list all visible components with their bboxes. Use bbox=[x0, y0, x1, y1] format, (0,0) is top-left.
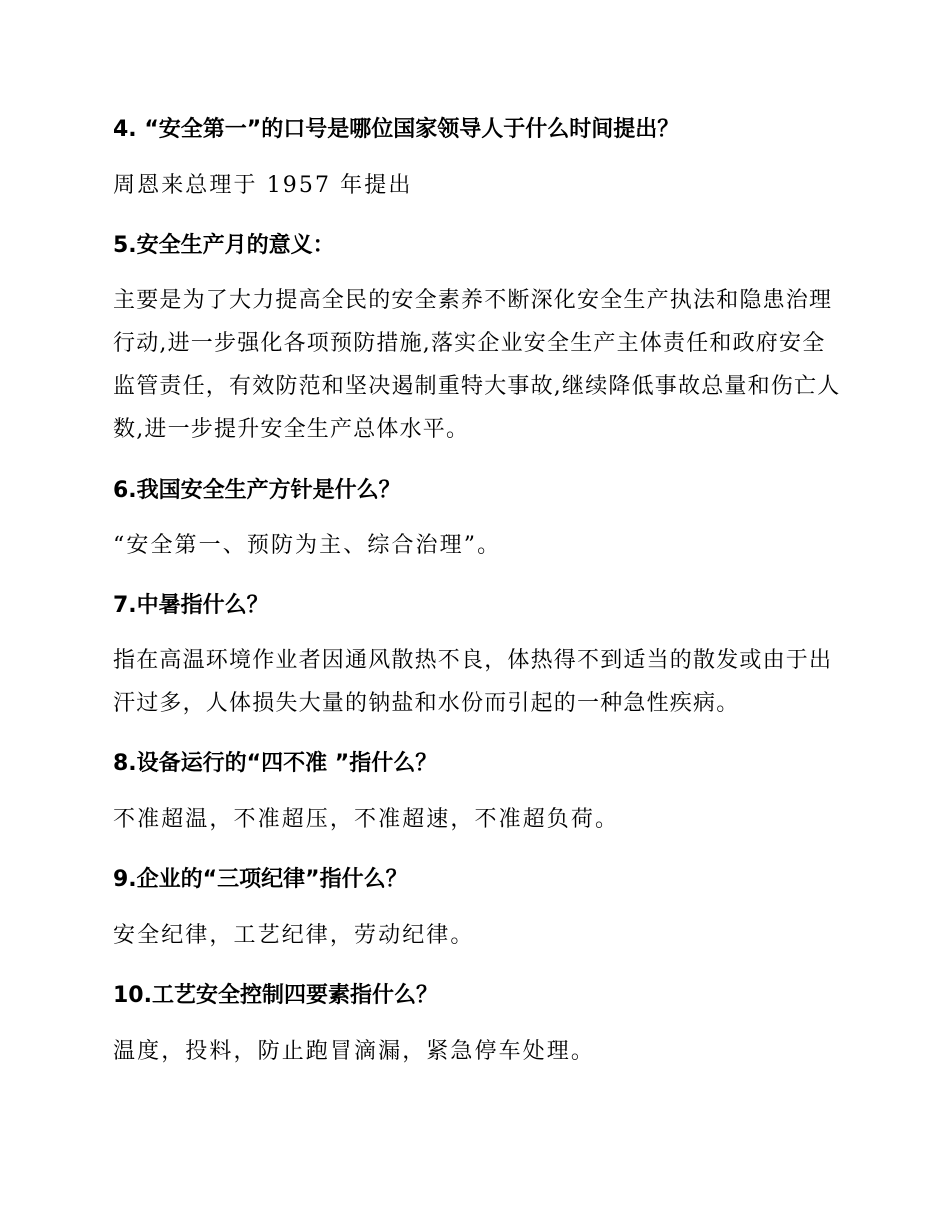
answer-8: 不准超温，不准超压，不准超速，不准超负荷。 bbox=[113, 807, 620, 832]
question-6: 6.我国安全生产方针是什么？ bbox=[113, 478, 401, 503]
answer-4: 周恩来总理于 1957 年提出 bbox=[113, 173, 413, 198]
question-9: 9.企业的“三项纪律”指什么？ bbox=[113, 867, 408, 892]
question-5: 5.安全生产月的意义： bbox=[113, 233, 335, 258]
answer-5: 主要是为了大力提高全民的安全素养不断深化安全生产执法和隐患治理行动,进一步强化各项预防措施,落实企业安全生产主体责任和政府安全监管责任，有效防范和坚决遏制重特大事故,继续降低事故总量和伤亡人数,进一步提升安全生产总体水平。 bbox=[113, 288, 841, 442]
question-7: 7.中暑指什么？ bbox=[113, 593, 269, 618]
question-4: 4. “安全第一”的口号是哪位国家领导人于什么时间提出？ bbox=[113, 117, 680, 142]
answer-9: 安全纪律，工艺纪律，劳动纪律。 bbox=[113, 923, 475, 948]
answer-6: “安全第一、预防为主、综合治理”。 bbox=[113, 533, 502, 558]
question-8: 8.设备运行的“四不准 ”指什么？ bbox=[113, 751, 438, 776]
question-10: 10.工艺安全控制四要素指什么？ bbox=[113, 983, 438, 1008]
answer-7: 指在高温环境作业者因通风散热不良，体热得不到适当的散发或由于出汗过多，人体损失大量的钠盐和水份而引起的一种急性疾病。 bbox=[113, 648, 833, 716]
answer-10: 温度，投料，防止跑冒滴漏，紧急停车处理。 bbox=[113, 1039, 596, 1064]
